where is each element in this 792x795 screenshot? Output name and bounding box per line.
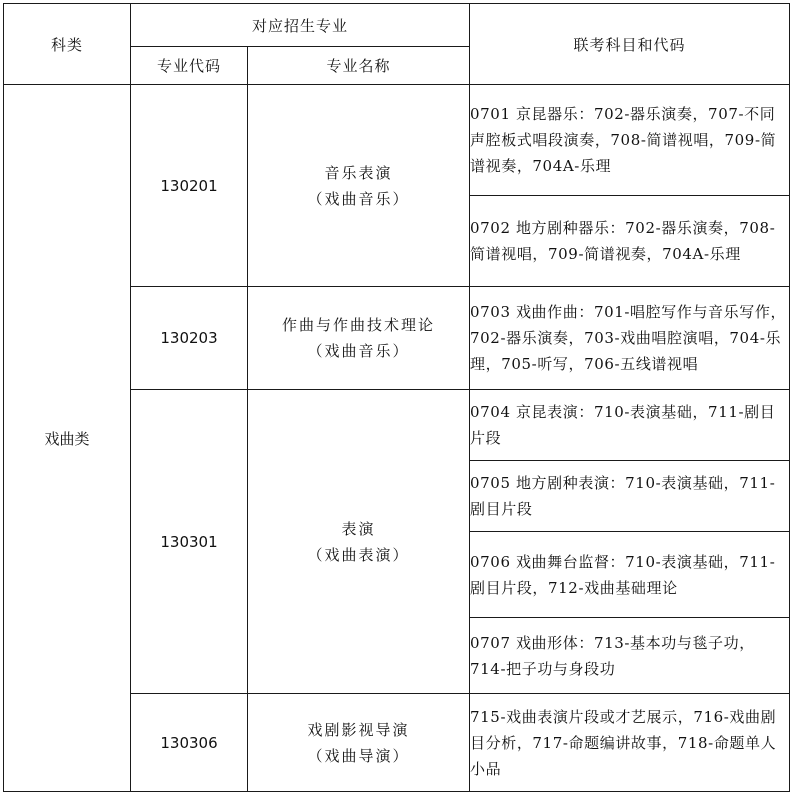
subject-cell: 0701 京昆器乐：702-器乐演奏，707-不同声腔板式唱段演奏，708-简谱视唱，709-简谱视奏，704A-乐理 — [470, 85, 790, 196]
major-code-cell: 130201 — [131, 85, 248, 287]
subject-cell: 0703 戏曲作曲：701-唱腔写作与音乐写作，702-器乐演奏，703-戏曲唱腔演唱，704-乐理，705-听写，706-五线谱视唱 — [470, 287, 790, 390]
major-name-cell — [248, 390, 470, 694]
major-code-cell: 130306 — [131, 694, 248, 792]
subject-cell: 0706 戏曲舞台监督：710-表演基础，711-剧目片段，712-戏曲基础理论 — [470, 532, 790, 618]
header-major-code: 专业代码 — [131, 47, 248, 85]
major-code-cell: 130203 — [131, 287, 248, 390]
major-name-sub: （戏曲导演） — [307, 746, 410, 765]
major-code-cell: 130301 — [131, 390, 248, 694]
subject-cell: 0702 地方剧种器乐：702-器乐演奏，708-简谱视唱，709-简谱视奏，704A-乐理 — [470, 196, 790, 287]
category-cell: 戏曲类 — [4, 85, 131, 792]
major-name: 作曲与作曲技术理论 — [282, 316, 436, 334]
header-major-group: 对应招生专业 — [131, 4, 470, 47]
header-category: 科类 — [4, 4, 131, 85]
header-subjects: 联考科目和代码 — [470, 4, 790, 85]
subject-cell: 0704 京昆表演：710-表演基础，711-剧目片段 — [470, 390, 790, 461]
major-name-cell — [248, 287, 470, 390]
subject-cell: 0707 戏曲形体：713-基本功与毯子功，714-把子功与身段功 — [470, 618, 790, 694]
major-name: 音乐表演 — [324, 163, 393, 182]
header-major-name: 专业名称 — [248, 47, 470, 85]
major-name-sub: （戏曲表演） — [307, 545, 410, 564]
admission-table — [3, 3, 790, 792]
major-name-sub: （戏曲音乐） — [307, 189, 410, 208]
major-name-sub: （戏曲音乐） — [307, 342, 410, 360]
major-name: 戏剧影视导演 — [307, 720, 410, 739]
subject-cell: 0705 地方剧种表演：710-表演基础，711-剧目片段 — [470, 461, 790, 532]
major-name-cell — [248, 85, 470, 287]
major-name-cell — [248, 694, 470, 792]
table-row — [4, 85, 790, 196]
major-name: 表演 — [341, 519, 376, 538]
subject-cell: 715-戏曲表演片段或才艺展示，716-戏曲剧目分析，717-命题编讲故事，718-命题单人小品 — [470, 694, 790, 792]
